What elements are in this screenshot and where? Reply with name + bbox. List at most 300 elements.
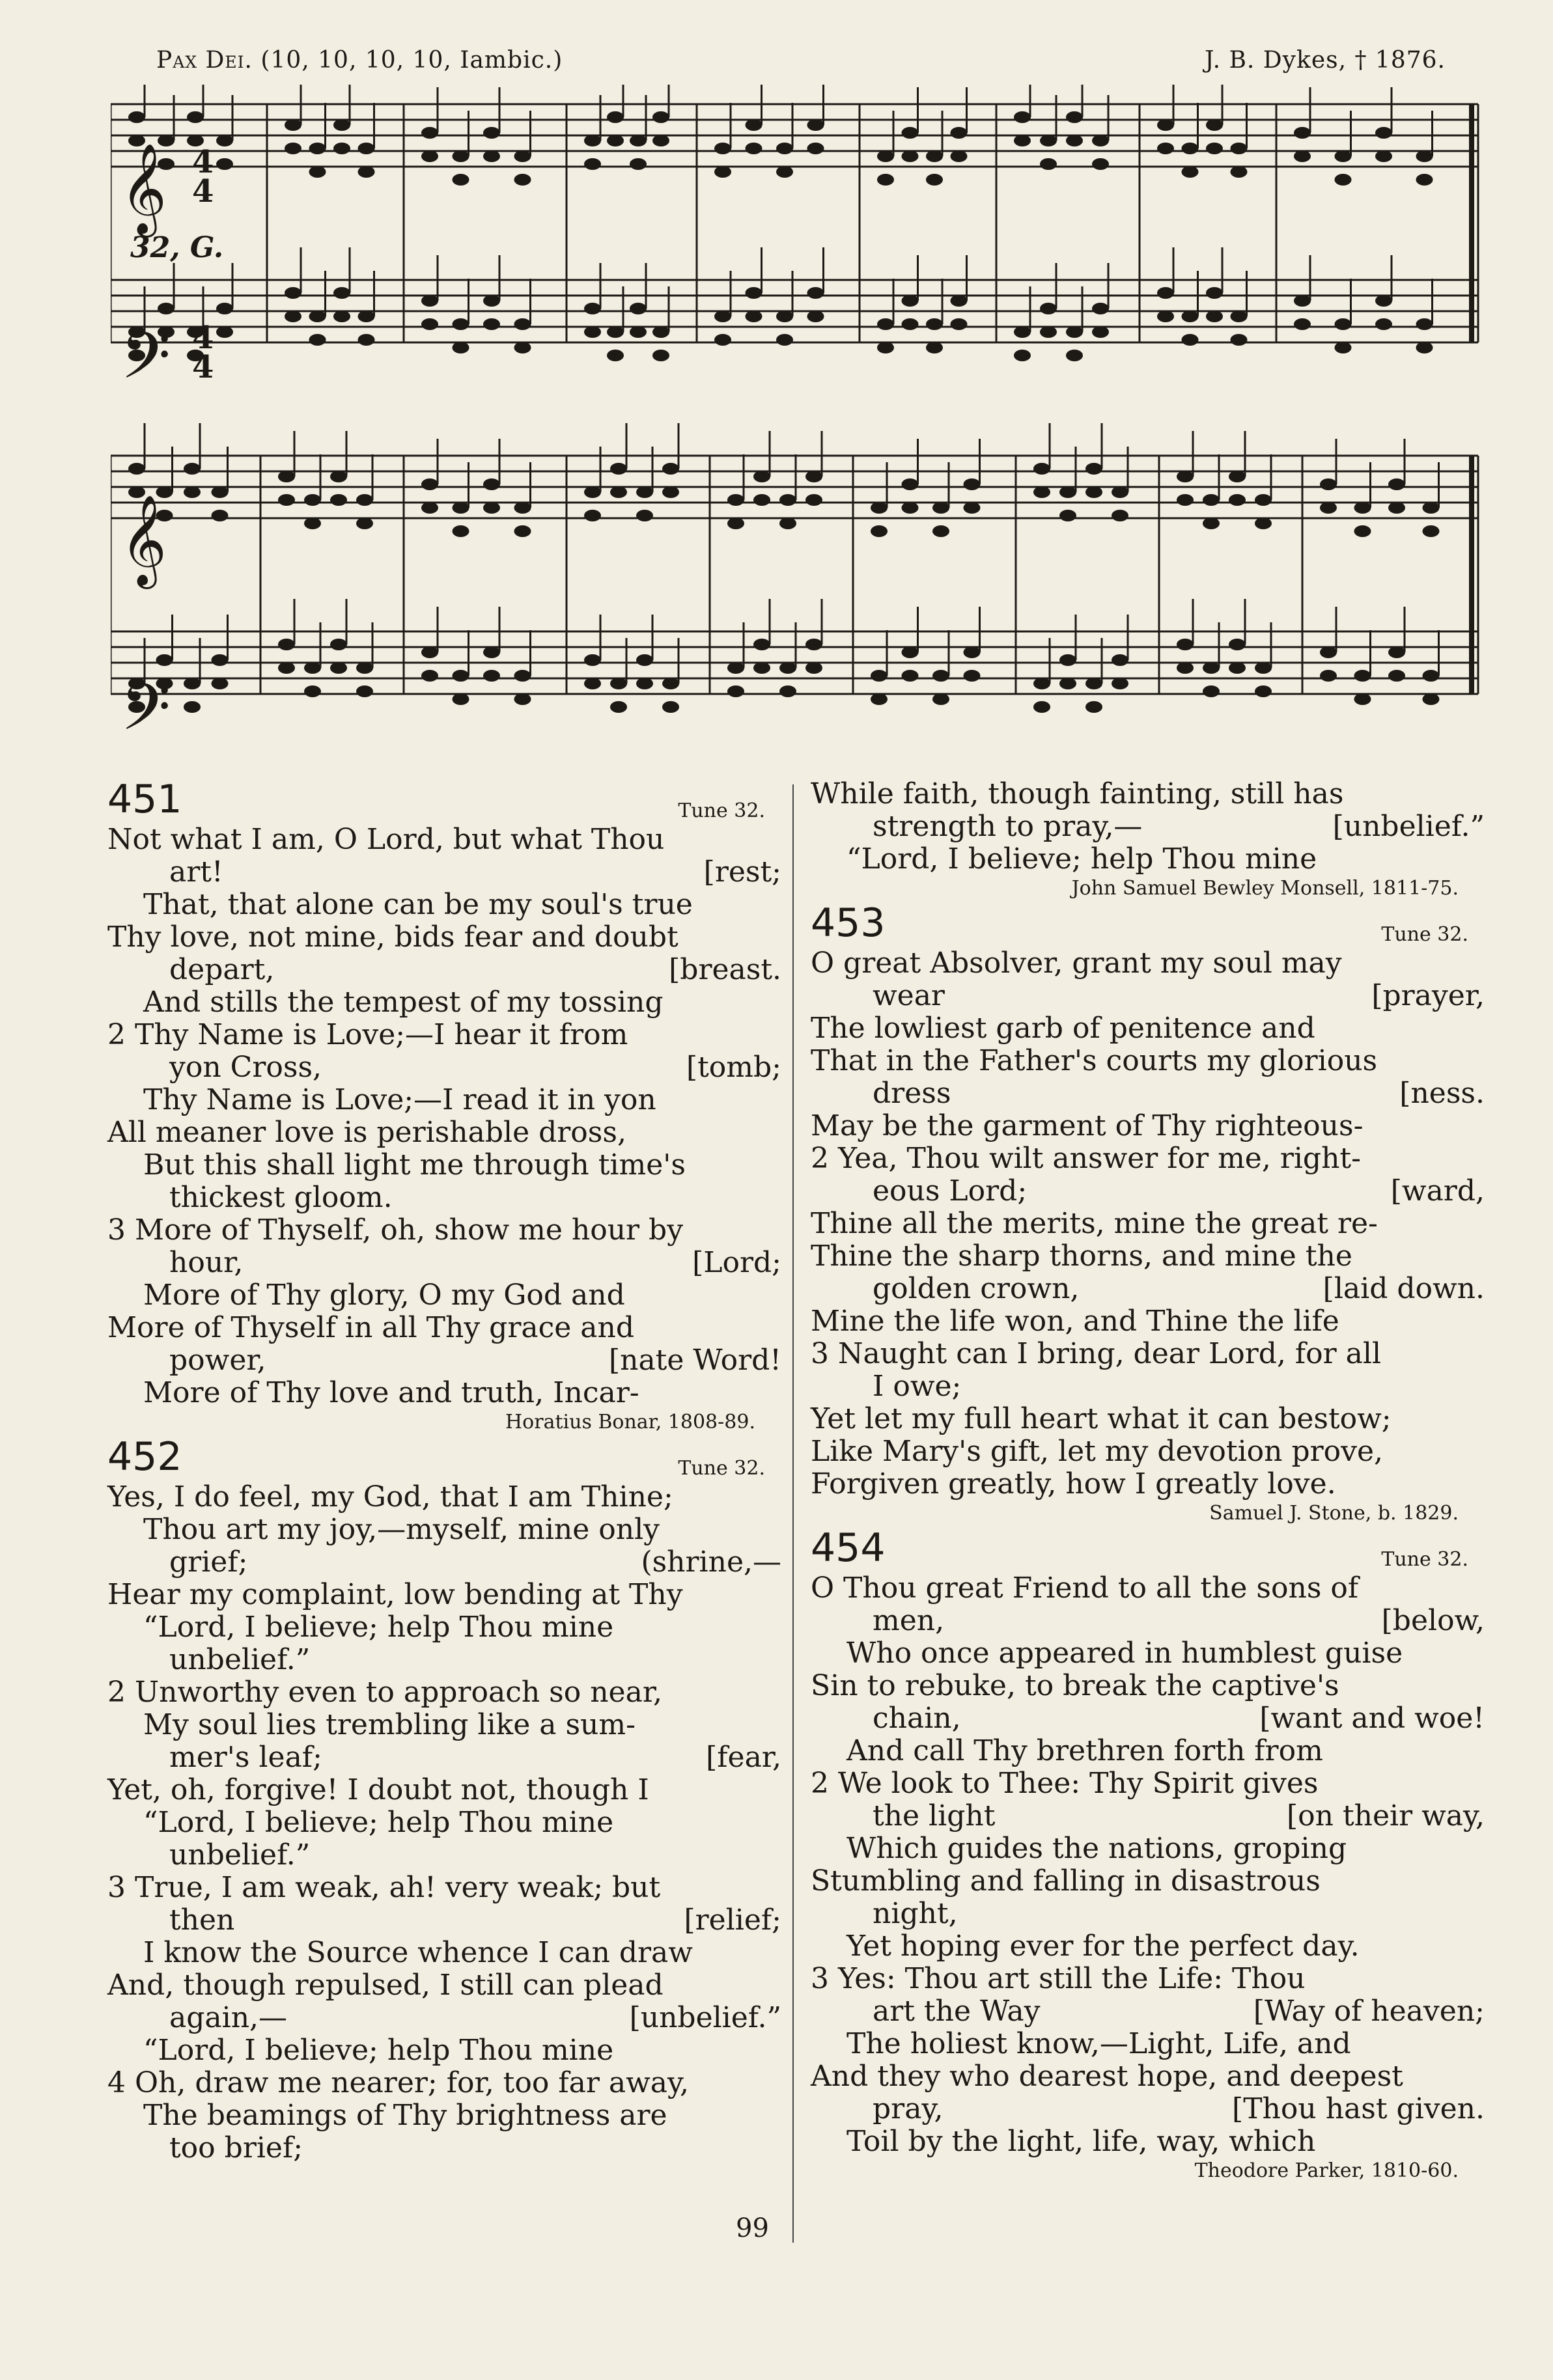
note-head (278, 494, 295, 506)
note-head (776, 166, 793, 178)
note-head (776, 143, 793, 154)
note-head (926, 150, 943, 162)
note-head (278, 639, 295, 650)
verse-line: I owe; (873, 1370, 962, 1403)
svg-text:4: 4 (192, 349, 214, 385)
note-head (1206, 143, 1223, 154)
verse-line: The holiest know,—Light, Life, and (846, 2027, 1351, 2060)
verse-line: 2 Yea, Thou wilt answer for me, right- (811, 1142, 1361, 1175)
hymn-author: Horatius Bonar, 1808-89. (505, 1411, 755, 1433)
note-head (212, 678, 229, 689)
note-head (1231, 334, 1248, 346)
note-head (1375, 318, 1392, 330)
page-number: 99 (736, 2213, 769, 2243)
tune-header (156, 47, 1446, 79)
note-head (1066, 135, 1083, 146)
note-head (746, 287, 763, 299)
note-head (607, 350, 624, 361)
note-head (926, 318, 943, 330)
verse-line: men, [below, (873, 1604, 1485, 1637)
verse-line: strength to pray,— [unbelief.” (873, 810, 1485, 843)
note-head (779, 662, 796, 674)
note-head (610, 486, 627, 498)
verse-line-tail: [Lord; (692, 1246, 781, 1279)
left-column (107, 778, 781, 2165)
note-head (779, 685, 796, 697)
note-head (309, 143, 326, 154)
note-head (1182, 143, 1199, 154)
note-head (630, 303, 647, 314)
verse-line: unbelief.” (169, 1643, 311, 1676)
note-head (652, 350, 669, 361)
note-head (727, 685, 744, 697)
verse-line: Yet hoping ever for the perfect day. (846, 1930, 1360, 1963)
note-head (753, 662, 770, 674)
note-head (636, 486, 653, 498)
note-head (877, 318, 894, 330)
note-head (951, 318, 968, 330)
note-head (1040, 158, 1057, 170)
verse-line: O great Absolver, grant my soul may (811, 947, 1342, 980)
note-head (584, 158, 601, 170)
verse-line: Not what I am, O Lord, but what Thou (107, 823, 665, 856)
note-head (1040, 326, 1057, 338)
note-head (779, 494, 796, 506)
note-head (1255, 494, 1272, 506)
note-head (158, 303, 175, 314)
hymn-452-continued (811, 778, 1485, 902)
verse-line: mer's leaf; [fear, (169, 1741, 781, 1774)
note-head (630, 158, 647, 170)
note-head (1423, 670, 1440, 682)
note-head (964, 478, 981, 490)
note-head (1206, 287, 1223, 299)
note-head (753, 639, 770, 650)
verse-line-tail: [laid down. (1322, 1272, 1485, 1305)
note-head (330, 639, 347, 650)
verse-line: Like Mary's gift, let my devotion prove, (811, 1435, 1384, 1468)
note-head (1231, 311, 1248, 322)
note-head (805, 494, 822, 506)
note-head (636, 654, 653, 666)
note-head (1033, 678, 1050, 689)
note-head (1203, 662, 1220, 674)
note-head (1157, 311, 1174, 322)
note-head (1375, 295, 1392, 307)
note-head (932, 693, 949, 705)
note-head (902, 150, 919, 162)
verse-line: Thine all the merits, mine the great re- (811, 1207, 1378, 1240)
hymn-author: Theodore Parker, 1810-60. (1194, 2159, 1459, 2182)
note-head (1255, 518, 1272, 529)
note-head (1112, 654, 1128, 666)
note-head (714, 311, 731, 322)
verse-line: 3 More of Thyself, oh, show me hour by (107, 1213, 684, 1247)
bass-clef-icon: 𝄢 (120, 319, 171, 409)
note-head (1182, 166, 1199, 178)
verse-line: pray, [Thou hast given. (873, 2092, 1485, 2125)
note-head (1157, 287, 1174, 299)
note-head (1294, 318, 1311, 330)
note-head (483, 670, 500, 682)
note-head (1066, 111, 1083, 123)
verse-line-tail: [below, (1381, 1604, 1485, 1637)
note-head (932, 502, 949, 514)
note-head (584, 486, 601, 498)
note-head (1157, 143, 1174, 154)
verse-line-tail: [want and woe! (1259, 1702, 1485, 1735)
verse-line: 4 Oh, draw me nearer; for, too far away, (107, 2066, 689, 2099)
note-head (333, 119, 350, 131)
verse-line: Thou art my joy,—myself, mine only (143, 1513, 660, 1546)
svg-text:4: 4 (192, 173, 214, 210)
verse-line: power, [nate Word! (169, 1344, 781, 1377)
note-head (309, 311, 326, 322)
note-head (358, 311, 375, 322)
hymn-453 (811, 902, 1485, 1527)
verse-line: yon Cross, [tomb; (169, 1051, 781, 1084)
note-head (1059, 486, 1076, 498)
verse-line-tail: [prayer, (1371, 979, 1485, 1012)
note-head (877, 342, 894, 353)
hymn-454 (811, 1527, 1485, 2184)
note-head (483, 150, 500, 162)
note-head (1066, 326, 1083, 338)
note-head (1040, 135, 1057, 146)
verse-line: That, that alone can be my soul's true (143, 888, 693, 921)
note-head (1092, 326, 1109, 338)
verse-line: And stills the tempest of my tossing (143, 986, 664, 1019)
note-head (1059, 510, 1076, 521)
note-head (1354, 525, 1371, 537)
verse-line: Stumbling and falling in disastrous (811, 1864, 1321, 1898)
note-head (951, 150, 968, 162)
note-head (128, 111, 145, 123)
hymn-number: 454 (811, 1525, 886, 1571)
hymn-author: Samuel J. Stone, b. 1829. (1209, 1502, 1459, 1525)
note-head (902, 670, 919, 682)
note-head (304, 685, 321, 697)
verse-line: “Lord, I believe; help Thou mine (143, 1806, 614, 1839)
verse-line: grief; (shrine,— (169, 1545, 781, 1579)
verse-line: The lowliest garb of penitence and (811, 1012, 1315, 1045)
note-head (514, 502, 531, 514)
verse-line: More of Thyself in all Thy grace and (107, 1311, 634, 1344)
note-head (1085, 486, 1102, 498)
note-head (926, 174, 943, 186)
note-head (1040, 303, 1057, 314)
verse-line-tail: [unbelief.” (629, 2001, 781, 2034)
note-head (652, 135, 669, 146)
note-head (1033, 486, 1050, 498)
verse-line: thickest gloom. (169, 1181, 393, 1214)
verse-line: then [relief; (169, 1903, 781, 1937)
note-head (630, 135, 647, 146)
note-head (184, 701, 201, 713)
note-head (1320, 646, 1337, 658)
note-head (727, 518, 744, 529)
hymn-header (811, 902, 1485, 947)
note-head (662, 678, 679, 689)
note-head (330, 662, 347, 674)
verse-line: night, (873, 1897, 958, 1930)
note-head (330, 494, 347, 506)
note-head (1294, 150, 1311, 162)
note-head (358, 166, 375, 178)
hymn-452 (107, 1435, 781, 2165)
column-divider (792, 784, 794, 2243)
verse-line: again,— [unbelief.” (169, 2001, 781, 2034)
note-head (807, 287, 824, 299)
note-head (584, 510, 601, 521)
verse-line: Sin to rebuke, to break the captive's (811, 1669, 1339, 1702)
note-head (607, 111, 624, 123)
note-head (727, 494, 744, 506)
note-head (1375, 150, 1392, 162)
note-head (584, 678, 601, 689)
note-head (356, 518, 373, 529)
note-head (746, 119, 763, 131)
note-head (453, 525, 469, 537)
note-head (1375, 127, 1392, 139)
verse-line: depart, [breast. (169, 953, 781, 986)
note-head (453, 318, 469, 330)
note-head (727, 662, 744, 674)
note-head (805, 662, 822, 674)
note-head (483, 318, 500, 330)
note-head (1092, 135, 1109, 146)
note-head (1066, 350, 1083, 361)
note-head (421, 127, 438, 139)
svg-text:4: 4 (192, 144, 214, 180)
note-head (1255, 662, 1272, 674)
note-head (514, 670, 531, 682)
note-head (902, 295, 919, 307)
note-head (1423, 502, 1440, 514)
note-head (1014, 326, 1031, 338)
note-head (1206, 119, 1223, 131)
note-head (584, 654, 601, 666)
note-head (333, 311, 350, 322)
tune-composer: J. B. Dykes, † 1876. (1204, 47, 1446, 74)
note-head (779, 518, 796, 529)
tune-reference: Tune 32. (1381, 1548, 1468, 1571)
verse-line: Toil by the light, life, way, which (846, 2125, 1316, 2158)
note-head (184, 678, 201, 689)
verse-line: dress [ness. (873, 1077, 1485, 1110)
verse-line-tail: (shrine,— (641, 1545, 781, 1579)
verse-line: I know the Source whence I can draw (143, 1936, 693, 1969)
note-head (1203, 685, 1220, 697)
hymn-header (107, 778, 781, 823)
note-head (1255, 685, 1272, 697)
note-head (333, 287, 350, 299)
note-head (902, 318, 919, 330)
verse-line-tail: [Way of heaven; (1253, 1995, 1485, 2028)
note-head (926, 342, 943, 353)
note-head (304, 518, 321, 529)
note-head (807, 119, 824, 131)
note-head (453, 174, 469, 186)
verse-line: 2 We look to Thee: Thy Spirit gives (811, 1767, 1319, 1800)
verse-line: chain, [want and woe! (873, 1702, 1485, 1735)
verse-line: Yes, I do feel, my God, that I am Thine; (107, 1480, 673, 1514)
note-head (304, 662, 321, 674)
verse-line: All meaner love is perishable dross, (107, 1116, 626, 1149)
note-head (1294, 127, 1311, 139)
note-head (1033, 463, 1050, 475)
note-head (951, 295, 968, 307)
note-head (1388, 478, 1405, 490)
note-head (584, 135, 601, 146)
verse-line: “Lord, I believe; help Thou mine (143, 2034, 614, 2067)
note-head (483, 646, 500, 658)
note-head (330, 471, 347, 482)
note-head (356, 662, 373, 674)
note-head (776, 334, 793, 346)
verse-line: O Thou great Friend to all the sons of (811, 1571, 1359, 1605)
verse-line: Hear my complaint, low bending at Thy (107, 1578, 683, 1611)
verse-line: More of Thy love and truth, Incar- (143, 1376, 639, 1409)
verse-line: 2 Unworthy even to approach so near, (107, 1676, 663, 1709)
verse-line: 3 Naught can I bring, dear Lord, for all (811, 1337, 1382, 1370)
note-head (1416, 342, 1433, 353)
note-head (1014, 111, 1031, 123)
verse-line-tail: [ward, (1390, 1174, 1485, 1208)
note-head (421, 502, 438, 514)
note-head (964, 502, 981, 514)
bass-clef-icon: 𝄢 (120, 671, 171, 761)
note-head (1416, 174, 1433, 186)
verse-line: Which guides the nations, groping (846, 1832, 1347, 1865)
note-head (514, 525, 531, 537)
note-head (1085, 701, 1102, 713)
note-head (877, 150, 894, 162)
note-head (1203, 494, 1220, 506)
note-head (421, 318, 438, 330)
verse-line-tail: [breast. (669, 953, 781, 986)
note-head (630, 326, 647, 338)
note-head (483, 127, 500, 139)
note-head (358, 334, 375, 346)
note-head (278, 662, 295, 674)
note-head (714, 334, 731, 346)
note-head (662, 701, 679, 713)
hymn-author: John Samuel Bewley Monsell, 1811-75. (1071, 877, 1459, 900)
verse-line-tail: [fear, (706, 1741, 781, 1774)
verse-line: That in the Father's courts my glorious (811, 1044, 1378, 1077)
note-head (1388, 502, 1405, 514)
note-head (156, 654, 173, 666)
note-head (871, 502, 888, 514)
note-head (1177, 471, 1194, 482)
verse-line-tail: [relief; (684, 1903, 781, 1937)
note-head (1085, 678, 1102, 689)
note-head (333, 143, 350, 154)
tune-reference: Tune 32. (1381, 923, 1468, 946)
note-head (1229, 471, 1246, 482)
note-head (1231, 143, 1248, 154)
tune-title: Pax Dei. (10, 10, 10, 10, Iambic.) (156, 47, 563, 74)
verse-line: Forgiven greatly, how I greatly love. (811, 1467, 1336, 1501)
note-head (184, 463, 201, 475)
note-head (1092, 303, 1109, 314)
note-head (1177, 494, 1194, 506)
note-head (1206, 311, 1223, 322)
hymn-number: 453 (811, 900, 886, 946)
verse-line: And call Thy brethren forth from (846, 1734, 1323, 1767)
note-head (216, 158, 233, 170)
note-head (805, 471, 822, 482)
note-head (610, 463, 627, 475)
note-head (636, 678, 653, 689)
note-head (877, 174, 894, 186)
hymn-header (811, 1527, 1485, 1572)
note-head (1354, 670, 1371, 682)
note-head (421, 646, 438, 658)
note-head (584, 326, 601, 338)
note-head (1085, 463, 1102, 475)
verse-line: unbelief.” (169, 1838, 311, 1872)
note-head (1354, 693, 1371, 705)
note-head (514, 693, 531, 705)
verse-line: Yet let my full heart what it can bestow; (811, 1402, 1392, 1435)
note-head (1320, 502, 1337, 514)
hymn-451 (107, 778, 781, 1435)
hymn-number: 451 (107, 777, 182, 822)
note-head (807, 311, 824, 322)
note-head (1059, 678, 1076, 689)
verse-line: the light [on their way, (873, 1799, 1485, 1833)
verse-line: The beamings of Thy brightness are (143, 2099, 667, 2132)
note-head (902, 127, 919, 139)
note-head (356, 494, 373, 506)
note-head (128, 463, 145, 475)
note-head (610, 678, 627, 689)
note-head (871, 670, 888, 682)
note-head (951, 127, 968, 139)
note-head (902, 502, 919, 514)
note-head (1229, 494, 1246, 506)
note-head (1203, 518, 1220, 529)
note-head (714, 143, 731, 154)
note-head (514, 318, 531, 330)
note-head (358, 143, 375, 154)
verse-line: “Lord, I believe; help Thou mine (143, 1611, 614, 1644)
note-head (902, 478, 919, 490)
verse-line-tail: [nate Word! (608, 1344, 781, 1377)
note-head (212, 486, 229, 498)
verse-line: More of Thy glory, O my God and (143, 1279, 625, 1312)
note-head (652, 111, 669, 123)
note-head (1014, 135, 1031, 146)
note-head (184, 486, 201, 498)
note-head (932, 670, 949, 682)
note-head (964, 670, 981, 682)
note-head (871, 525, 888, 537)
note-head (285, 287, 301, 299)
note-head (309, 334, 326, 346)
note-head (187, 111, 204, 123)
note-head (584, 303, 601, 314)
verse-line: 3 Yes: Thou art still the Life: Thou (811, 1962, 1306, 1995)
note-head (453, 693, 469, 705)
verse-line: 2 Thy Name is Love;—I hear it from (107, 1018, 628, 1051)
right-column (811, 778, 1485, 2184)
note-head (1416, 318, 1433, 330)
note-head (421, 295, 438, 307)
verse-line: “Lord, I believe; help Thou mine (846, 842, 1317, 876)
